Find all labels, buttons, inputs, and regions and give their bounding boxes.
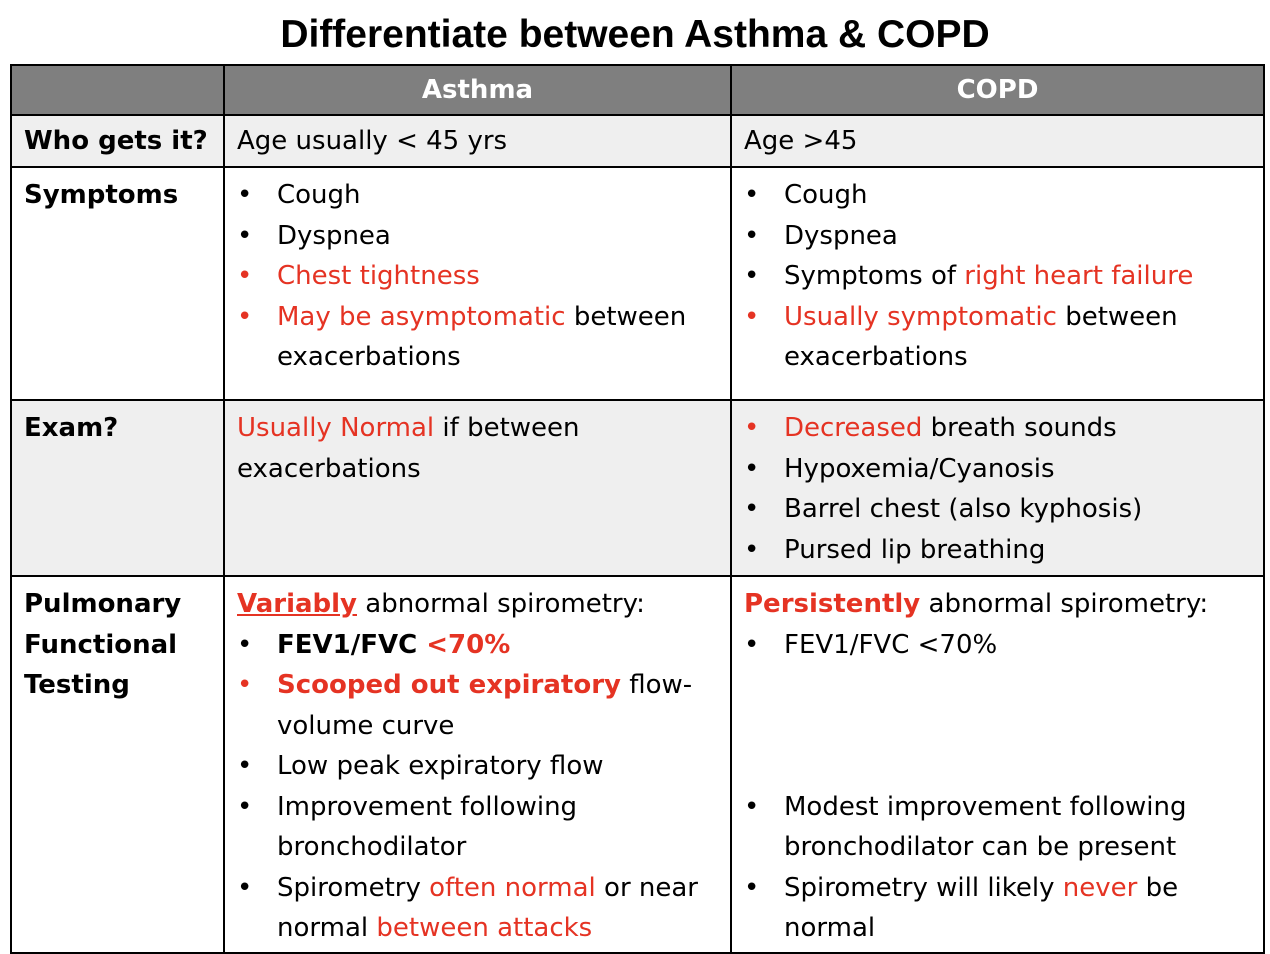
list-item-text: Improvement following bronchodilator: [277, 791, 578, 862]
list-item: [237, 625, 730, 666]
asthma-pft-list: [237, 625, 730, 949]
page-title: Differentiate between Asthma & COPD: [280, 13, 990, 56]
row-label-symptoms: Symptoms: [11, 167, 224, 400]
list-item: [237, 868, 730, 949]
list-item: [744, 787, 1263, 868]
asthma-pft-intro: [237, 584, 730, 625]
highlight-text: Scooped out expiratory: [277, 670, 621, 700]
highlight-text: <70%: [426, 629, 511, 660]
list-item: [744, 489, 1263, 530]
list-item: [237, 256, 730, 297]
list-item: [744, 297, 1263, 378]
row-label-line: Pulmonary: [24, 589, 182, 619]
cell-asthma-symptoms: [224, 167, 731, 400]
cell-copd-symptoms: [731, 167, 1264, 400]
list-item: [744, 449, 1263, 490]
list-item: [744, 408, 1263, 449]
row-pulmonary-testing: [11, 576, 1264, 953]
list-item-text: Cough: [277, 180, 361, 210]
cell-asthma-who: Age usually < 45 yrs: [224, 115, 731, 167]
list-item-text: flow-volume curve: [277, 670, 693, 741]
row-label-pft: [11, 576, 224, 953]
copd-symptoms-list: [744, 175, 1263, 378]
highlight-text: Decreased: [784, 413, 923, 443]
cell-copd-pft: [731, 576, 1264, 953]
list-item-text: Barrel chest (also kyphosis): [784, 494, 1143, 524]
list-item-text: Cough: [784, 180, 868, 210]
list-item-text: breath sounds: [922, 413, 1117, 443]
list-item-text: Dyspnea: [784, 220, 898, 251]
list-item-text: Symptoms of: [784, 261, 965, 291]
list-item: [744, 216, 1263, 257]
list-item-text: Modest improvement following bronchodilator can be present: [784, 791, 1187, 862]
copd-exam-list: [744, 408, 1263, 570]
list-item: [237, 746, 730, 787]
list-item-text: be normal: [784, 872, 1179, 943]
list-item-text: Chest tightness: [277, 261, 480, 291]
list-item: [237, 216, 730, 257]
highlight-text: between attacks: [376, 913, 593, 943]
list-item-text: FEV1/FVC <70%: [784, 629, 998, 660]
highlight-text: Usually Normal: [237, 413, 435, 443]
list-item-text: between exacerbations: [784, 301, 1178, 372]
list-item: [237, 665, 730, 746]
highlight-text: never: [1062, 872, 1138, 903]
row-label-line: Testing: [24, 670, 130, 700]
highlight-text: Persistently: [744, 589, 921, 619]
cell-text: abnormal spirometry:: [920, 589, 1209, 619]
list-item: [744, 868, 1263, 949]
list-item-text: FEV1/FVC: [277, 629, 427, 660]
list-item-text: Spirometry will likely: [784, 872, 1063, 903]
list-item: [744, 530, 1263, 571]
comparison-table: [10, 64, 1265, 954]
list-item: [744, 625, 1263, 666]
row-label-line: Functional: [24, 629, 178, 660]
row-label-exam: Exam?: [11, 400, 224, 576]
list-item-text: Spirometry: [277, 872, 430, 903]
row-symptoms: [11, 167, 1264, 400]
highlight-text: Variably: [237, 589, 357, 619]
highlight-text: right heart failure: [964, 261, 1194, 291]
list-item-text: Low peak expiratory flow: [277, 751, 604, 781]
cell-text: if between exacerbations: [237, 413, 580, 484]
cell-asthma-exam: [224, 400, 731, 576]
row-exam: [11, 400, 1264, 576]
list-item: [237, 787, 730, 868]
header-corner: [11, 65, 224, 115]
list-item-text: between exacerbations: [277, 301, 687, 372]
list-item: [744, 175, 1263, 216]
list-item-text: Pursed lip breathing: [784, 534, 1046, 565]
row-who-gets-it: [11, 115, 1264, 167]
list-item-text: or near normal: [277, 872, 698, 943]
header-copd: COPD: [731, 65, 1264, 115]
copd-pft-intro: [744, 584, 1263, 625]
cell-copd-who: Age >45: [731, 115, 1264, 167]
copd-pft-list: [744, 625, 1263, 666]
copd-pft-list-lower: [744, 787, 1263, 949]
row-label-who: Who gets it?: [11, 115, 224, 167]
highlight-text: often normal: [429, 872, 596, 903]
list-item: [237, 175, 730, 216]
highlight-text: Usually symptomatic: [784, 301, 1057, 332]
header-asthma: Asthma: [224, 65, 731, 115]
spacer: [744, 665, 1263, 787]
list-item-text: Dyspnea: [277, 220, 391, 251]
cell-copd-exam: [731, 400, 1264, 576]
list-item: [744, 256, 1263, 297]
asthma-symptoms-list: [237, 175, 730, 378]
list-item-text: Hypoxemia/Cyanosis: [784, 453, 1055, 484]
cell-asthma-pft: [224, 576, 731, 953]
list-item: [237, 297, 730, 378]
header-row: [11, 65, 1264, 115]
cell-text: abnormal spirometry:: [357, 589, 645, 619]
highlight-text: May be asymptomatic: [277, 301, 566, 332]
